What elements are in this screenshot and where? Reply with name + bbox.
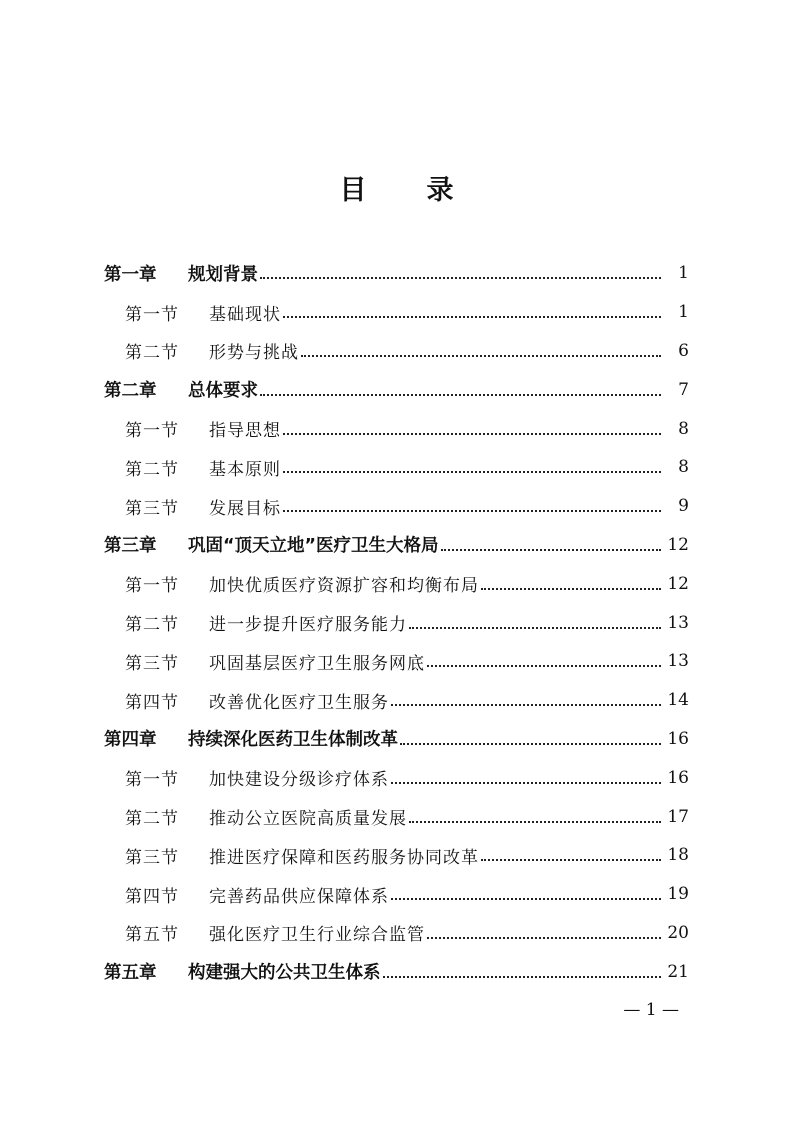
toc-section-entry[interactable]: [104, 332, 689, 371]
toc-page-number: 18: [667, 845, 689, 866]
toc-dot-leader: [283, 497, 661, 515]
toc-entry-title: 基本原则: [209, 459, 281, 480]
toc-page-number: 13: [667, 651, 689, 672]
toc-dot-leader: [283, 303, 661, 321]
toc-page-number: 12: [667, 573, 689, 594]
toc-entry-label: [104, 261, 258, 286]
toc-section-entry[interactable]: [104, 681, 689, 720]
toc-entry-label: [104, 377, 258, 402]
toc-dot-leader: [391, 885, 661, 903]
toc-entry-number: 第二章: [104, 381, 157, 402]
toc-section-entry[interactable]: [104, 797, 689, 836]
toc-entry-number: 第一章: [104, 264, 157, 285]
toc-entry-title: 加快优质医疗资源扩容和均衡布局: [209, 576, 479, 597]
title-char-right: 录: [426, 175, 454, 206]
toc-entry-number: 第四章: [104, 730, 157, 751]
toc-entry-label: [125, 416, 281, 441]
toc-page-number: 6: [678, 340, 689, 361]
toc-entry-title: 规划背景: [188, 264, 258, 285]
toc-entry-title: 发展目标: [209, 498, 281, 519]
toc-entry-number: 第二节: [125, 459, 179, 480]
toc-page-number: 1: [678, 263, 689, 284]
title-char-left: 目: [339, 175, 367, 206]
toc-chapter-entry[interactable]: [104, 720, 689, 759]
toc-entry-title: 指导思想: [209, 421, 281, 442]
table-of-contents: [104, 254, 689, 991]
toc-entry-label: [104, 959, 381, 984]
toc-section-entry[interactable]: [104, 487, 689, 526]
toc-dot-leader: [391, 769, 661, 787]
toc-entry-title: 形势与挑战: [209, 343, 299, 364]
toc-entry-number: 第五节: [125, 925, 179, 946]
toc-entry-number: 第四节: [125, 692, 179, 713]
toc-page-number: 8: [678, 418, 689, 439]
page-title: [0, 168, 793, 207]
toc-entry-number: 第二节: [125, 809, 179, 830]
toc-dot-leader: [283, 420, 661, 438]
toc-entry-number: 第三节: [125, 653, 179, 674]
toc-page-number: 9: [678, 496, 689, 517]
toc-dot-leader: [383, 963, 662, 981]
toc-entry-label: [125, 920, 425, 945]
toc-entry-title: 巩固基层医疗卫生服务网底: [209, 653, 425, 674]
toc-entry-number: 第一节: [125, 421, 179, 442]
toc-section-entry[interactable]: [104, 409, 689, 448]
toc-page-number: 16: [667, 728, 689, 749]
toc-section-entry[interactable]: [104, 914, 689, 953]
toc-entry-number: 第一节: [125, 576, 179, 597]
toc-entry-title: 基础现状: [209, 304, 281, 325]
toc-entry-label: [125, 300, 281, 325]
toc-page-number: 12: [667, 534, 689, 555]
toc-entry-label: [125, 765, 389, 790]
toc-dot-leader: [283, 458, 661, 476]
toc-section-entry[interactable]: [104, 293, 689, 332]
toc-dot-leader: [260, 381, 661, 399]
toc-entry-label: [125, 494, 281, 519]
toc-section-entry[interactable]: [104, 758, 689, 797]
toc-dot-leader: [481, 846, 661, 864]
toc-page-number: 13: [667, 612, 689, 633]
toc-entry-number: 第五章: [104, 963, 157, 984]
toc-entry-label: [125, 571, 479, 596]
toc-page-number: 8: [678, 457, 689, 478]
toc-entry-label: [125, 455, 281, 480]
toc-entry-title: 强化医疗卫生行业综合监管: [209, 925, 425, 946]
toc-section-entry[interactable]: [104, 836, 689, 875]
toc-dot-leader: [409, 614, 661, 632]
toc-entry-title: 推动公立医院高质量发展: [209, 809, 407, 830]
toc-entry-title: 巩固“顶天立地”医疗卫生大格局: [188, 536, 439, 557]
toc-entry-number: 第一节: [125, 304, 179, 325]
toc-dot-leader: [481, 575, 661, 593]
toc-entry-label: [104, 726, 398, 751]
toc-page-number: 14: [667, 690, 689, 711]
toc-dot-leader: [260, 264, 661, 282]
toc-page-number: 7: [678, 379, 689, 400]
toc-entry-label: [125, 804, 407, 829]
toc-entry-label: [125, 843, 479, 868]
toc-entry-label: [125, 610, 407, 635]
toc-entry-number: 第三节: [125, 498, 179, 519]
toc-page-number: 17: [667, 806, 689, 827]
toc-entry-label: [125, 649, 425, 674]
toc-entry-number: 第二节: [125, 615, 179, 636]
toc-chapter-entry[interactable]: [104, 370, 689, 409]
toc-section-entry[interactable]: [104, 875, 689, 914]
toc-dot-leader: [427, 652, 661, 670]
toc-chapter-entry[interactable]: [104, 254, 689, 293]
toc-entry-number: 第三章: [104, 536, 157, 557]
page-number-footer: — 1 —: [623, 1000, 679, 1020]
toc-dot-leader: [441, 536, 661, 554]
toc-entry-label: [104, 532, 439, 557]
toc-entry-title: 总体要求: [188, 381, 258, 402]
toc-page-number: 16: [667, 767, 689, 788]
toc-entry-title: 构建强大的公共卫生体系: [188, 963, 381, 984]
toc-dot-leader: [391, 691, 661, 709]
toc-page-number: 1: [678, 302, 689, 323]
toc-page-number: 19: [667, 884, 689, 905]
toc-entry-title: 加快建设分级诊疗体系: [209, 770, 389, 791]
toc-page-number: 20: [667, 922, 689, 943]
toc-chapter-entry[interactable]: [104, 526, 689, 565]
toc-entry-number: 第二节: [125, 343, 179, 364]
toc-dot-leader: [400, 730, 661, 748]
toc-entry-label: [125, 338, 299, 363]
toc-entry-title: 进一步提升医疗服务能力: [209, 615, 407, 636]
toc-section-entry[interactable]: [104, 642, 689, 681]
toc-section-entry[interactable]: [104, 603, 689, 642]
toc-section-entry[interactable]: [104, 564, 689, 603]
toc-dot-leader: [409, 808, 661, 826]
toc-chapter-entry[interactable]: [104, 952, 689, 991]
toc-entry-title: 推进医疗保障和医药服务协同改革: [209, 847, 479, 868]
toc-entry-title: 完善药品供应保障体系: [209, 886, 389, 907]
toc-dot-leader: [427, 924, 661, 942]
toc-entry-title: 持续深化医药卫生体制改革: [188, 730, 398, 751]
toc-entry-label: [125, 688, 389, 713]
toc-section-entry[interactable]: [104, 448, 689, 487]
toc-page-number: 21: [667, 961, 689, 982]
toc-entry-number: 第三节: [125, 847, 179, 868]
toc-entry-title: 改善优化医疗卫生服务: [209, 692, 389, 713]
toc-dot-leader: [301, 342, 661, 360]
toc-entry-label: [125, 882, 389, 907]
toc-entry-number: 第一节: [125, 770, 179, 791]
toc-entry-number: 第四节: [125, 886, 179, 907]
